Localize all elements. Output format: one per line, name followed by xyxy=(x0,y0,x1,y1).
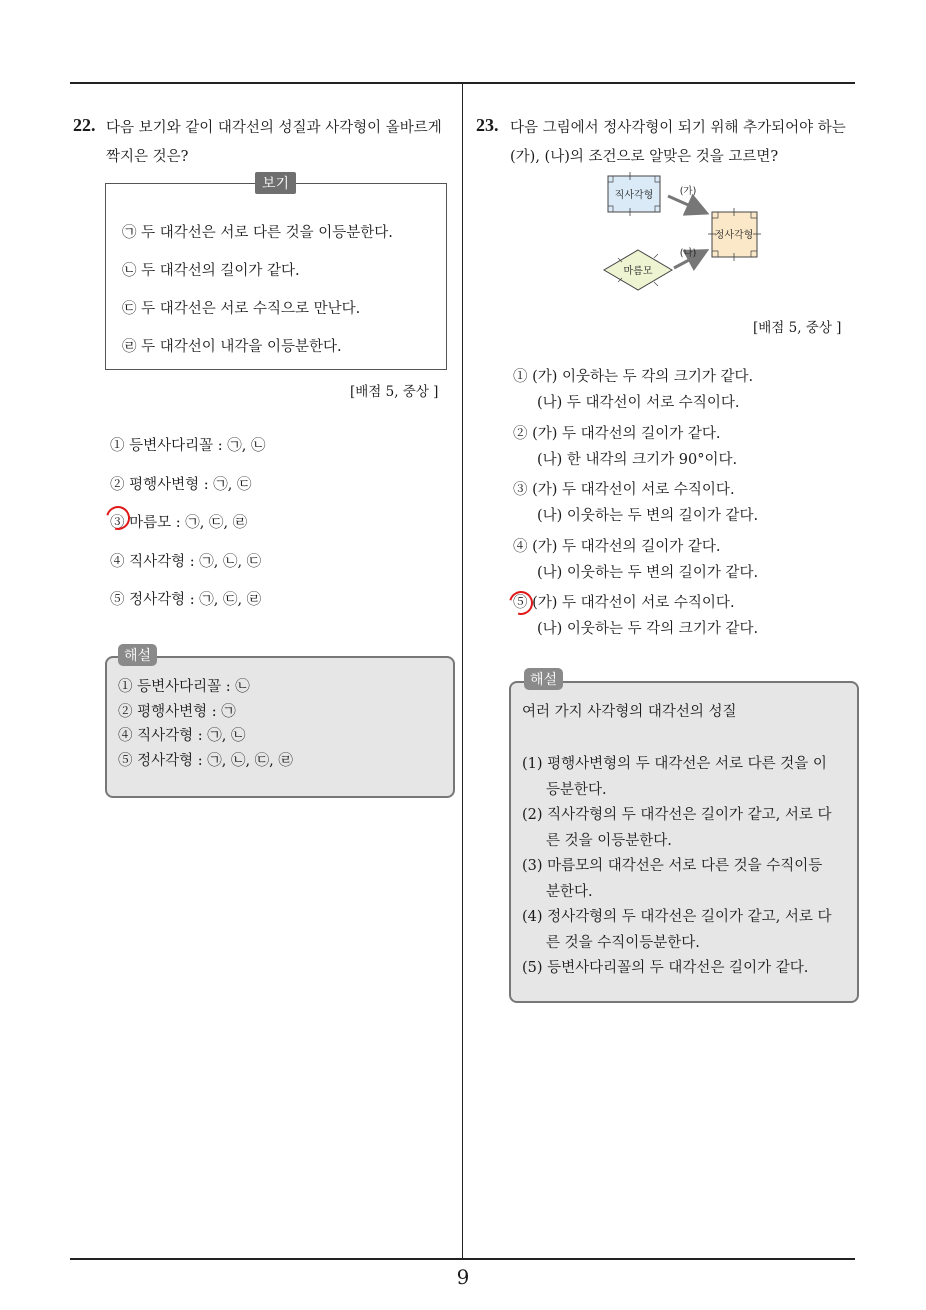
q22-options xyxy=(110,427,265,620)
q22-bogi-label: 보기 xyxy=(255,172,296,194)
q23-option-2-line1: ② (가) 두 대각선의 길이가 같다. xyxy=(513,425,721,442)
q23-number: 23. xyxy=(476,115,499,135)
arrow-na-label: (나) xyxy=(679,248,697,259)
q23-explanation-line: (3) 마름모의 대각선은 서로 다른 것을 수직이등 xyxy=(522,858,823,874)
q23-explanation-line: 등분한다. xyxy=(546,781,607,798)
q23-option-1[interactable] xyxy=(513,364,758,421)
q22-bogi-item: ㉣ 두 대각선이 내각을 이등분한다. xyxy=(122,339,342,355)
q23-explanation-list xyxy=(522,752,832,982)
q23-option-4-line2: (나) 이웃하는 두 변의 길이가 같다. xyxy=(537,564,759,581)
q23-question-line2: (가), (나)의 조건으로 알맞은 것을 고르면? xyxy=(510,149,779,165)
q22-option-1[interactable]: ① 등변사다리꼴 : ㉠, ㉡ xyxy=(110,438,266,454)
q22-score: [배점 5, 중상 ] xyxy=(350,384,439,400)
q23-option-2-line2: (나) 한 내각의 크기가 90°이다. xyxy=(537,451,738,468)
q22-explanation-label: 해설 xyxy=(118,644,157,666)
column-divider xyxy=(462,82,463,1260)
q22-number: 22. xyxy=(73,115,96,135)
q23-option-4-line1: ④ (가) 두 대각선의 길이가 같다. xyxy=(513,538,721,555)
q23-option-5[interactable] xyxy=(513,590,758,647)
q23-quadrilateral-figure xyxy=(600,170,775,300)
q22-bogi-items xyxy=(122,214,393,366)
arrow-ga-label: (가) xyxy=(679,186,697,197)
q23-option-5-line1: ⑤ (가) 두 대각선이 서로 수직이다. xyxy=(513,595,735,611)
q23-option-1-line1: ① (가) 이웃하는 두 각의 크기가 같다. xyxy=(513,369,754,385)
rectangle-label: 직사각형 xyxy=(614,190,654,201)
q22-bogi-item: ㉠ 두 대각선은 서로 다른 것을 이등분한다. xyxy=(122,225,393,241)
q23-explanation-line: 른 것을 이등분한다. xyxy=(546,832,672,849)
q22-explanation-line: ① 등변사다리꼴 : ㉡ xyxy=(118,679,250,695)
q23-option-3-line2: (나) 이웃하는 두 변의 길이가 같다. xyxy=(537,508,759,524)
q22-bogi-item: ㉢ 두 대각선은 서로 수직으로 만난다. xyxy=(122,301,361,317)
q22-explanation-line: ④ 직사각형 : ㉠, ㉡ xyxy=(118,728,246,744)
q22-option-2[interactable]: ② 평행사변형 : ㉠, ㉢ xyxy=(110,476,252,493)
q22-option-4[interactable]: ④ 직사각형 : ㉠, ㉡, ㉢ xyxy=(110,553,262,570)
q23-option-5-line2: (나) 이웃하는 두 각의 크기가 같다. xyxy=(537,621,759,637)
q23-question-line1: 다음 그림에서 정사각형이 되기 위해 추가되어야 하는 xyxy=(510,120,846,136)
q22-explanation-line: ② 평행사변형 : ㉠ xyxy=(118,703,236,720)
q23-option-1-line2: (나) 두 대각선이 서로 수직이다. xyxy=(537,395,740,411)
q22-question-line2: 짝지은 것은? xyxy=(106,149,189,165)
q22-option-5[interactable]: ⑤ 정사각형 : ㉠, ㉢, ㉣ xyxy=(110,592,262,608)
q23-explanation-line: 른 것을 수직이등분한다. xyxy=(546,934,700,951)
q22-bogi-item: ㉡ 두 대각선의 길이가 같다. xyxy=(122,263,300,279)
q23-explanation-line: 분한다. xyxy=(546,883,593,900)
q23-options xyxy=(513,364,758,647)
q22-question-line1: 다음 보기와 같이 대각선의 성질과 사각형이 올바르게 xyxy=(106,120,442,136)
q22-option-3[interactable]: ③ 마름모 : ㉠, ㉢, ㉣ xyxy=(110,515,248,531)
bottom-rule xyxy=(70,1258,855,1260)
q23-option-3-line1: ③ (가) 두 대각선이 서로 수직이다. xyxy=(513,482,735,498)
q23-explanation-line: (4) 정사각형의 두 대각선은 길이가 같고, 서로 다 xyxy=(522,909,832,925)
q23-option-3[interactable] xyxy=(513,477,758,534)
q23-explanation-line: (1) 평행사변형의 두 대각선은 서로 다른 것을 이 xyxy=(522,756,827,772)
square-label: 정사각형 xyxy=(714,230,754,241)
q23-question-text xyxy=(510,114,860,172)
q23-explanation-label: 해설 xyxy=(524,668,563,690)
q23-score: [배점 5, 중상 ] xyxy=(753,320,842,336)
rhombus-label: 마름모 xyxy=(623,266,653,277)
q22-explanation-list xyxy=(118,675,293,773)
q23-explanation-title: 여러 가지 사각형의 대각선의 성질 xyxy=(522,704,737,720)
q23-option-4[interactable] xyxy=(513,534,758,591)
q23-explanation-line: (2) 직사각형의 두 대각선은 길이가 같고, 서로 다 xyxy=(522,807,832,823)
q22-question-text xyxy=(106,114,456,172)
q23-option-2[interactable] xyxy=(513,421,758,478)
page-number: 9 xyxy=(456,1265,470,1289)
q23-explanation-line: (5) 등변사다리꼴의 두 대각선은 길이가 같다. xyxy=(522,960,809,976)
arrow-ga xyxy=(668,196,704,212)
q22-explanation-line: ⑤ 정사각형 : ㉠, ㉡, ㉢, ㉣ xyxy=(118,752,293,769)
